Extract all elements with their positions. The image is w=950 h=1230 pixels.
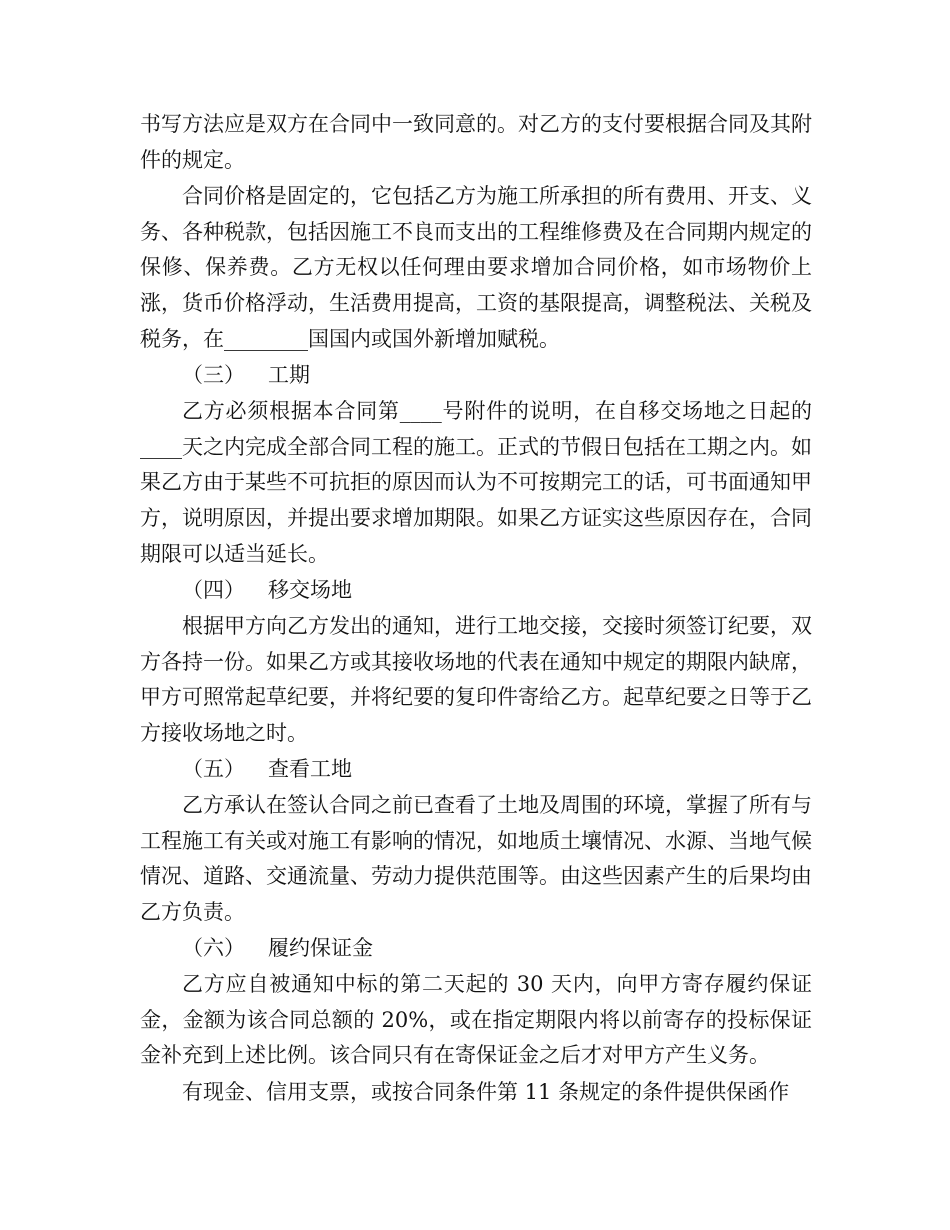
section-heading-5 bbox=[140, 752, 812, 788]
paragraph-payment-terms: 书写方法应是双方在合同中一致同意的。对乙方的支付要根据合同及其附件的规定。 bbox=[140, 112, 812, 172]
section-title: 查看工地 bbox=[268, 757, 352, 781]
section-number: （三） bbox=[182, 363, 245, 387]
paragraph-performance-bond: 乙方应自被通知中标的第二天起的 30 天内，向甲方寄存履约保证金，金额为该合同总额的 20%，或在指定期限内将以前寄存的投标保证金补充到上述比例。该合同只有在寄保证金之后才对甲方产生义务。 bbox=[140, 972, 812, 1068]
section-number: （五） bbox=[182, 757, 245, 781]
paragraph-bond-forms: 有现金、信用支票，或按合同条件第 11 条规定的条件提供保函作 bbox=[182, 1080, 790, 1104]
section-title: 移交场地 bbox=[268, 578, 352, 602]
section-heading-4 bbox=[140, 573, 812, 609]
paragraph-site-inspection: 乙方承认在签认合同之前已查看了土地及周围的环境，掌握了所有与工程施工有关或对施工有影响的情况，如地质土壤情况、水源、当地气候情况、道路、交通流量、劳动力提供范围等。由这些因素产生的后果均由乙方负责。 bbox=[140, 793, 812, 925]
section-number: （四） bbox=[182, 578, 245, 602]
paragraph-contract-price: 合同价格是固定的，它包括乙方为施工所承担的所有费用、开支、义务、各种税款，包括因施工不良而支出的工程维修费及在合同期内规定的保修、保养费。乙方无权以任何理由要求增加合同价格，如市场物价上涨，货币价格浮动，生活费用提高，工资的基限提高，调整税法、关税及税务，在________国国内或国外新增加赋税。 bbox=[140, 184, 812, 351]
section-heading-3 bbox=[140, 358, 812, 394]
paragraph-site-handover: 根据甲方向乙方发出的通知，进行工地交接，交接时须签订纪要，双方各持一份。如果乙方或其接收场地的代表在通知中规定的期限内缺席，甲方可照常起草纪要，并将纪要的复印件寄给乙方。起草纪要之日等于乙方接收场地之时。 bbox=[140, 614, 812, 746]
section-title: 工期 bbox=[268, 363, 310, 387]
paragraph-duration: 乙方必须根据本合同第____号附件的说明，在自移交场地之日起的____天之内完成全部合同工程的施工。正式的节假日包括在工期之内。如果乙方由于某些不可抗拒的原因而认为不可按期完工的话，可书面通知甲方，说明原因，并提出要求增加期限。如果乙方证实这些原因存在，合同期限可以适当延长。 bbox=[140, 399, 812, 566]
section-title: 履约保证金 bbox=[268, 936, 373, 960]
section-number: （六） bbox=[182, 936, 245, 960]
section-heading-6 bbox=[140, 931, 812, 967]
